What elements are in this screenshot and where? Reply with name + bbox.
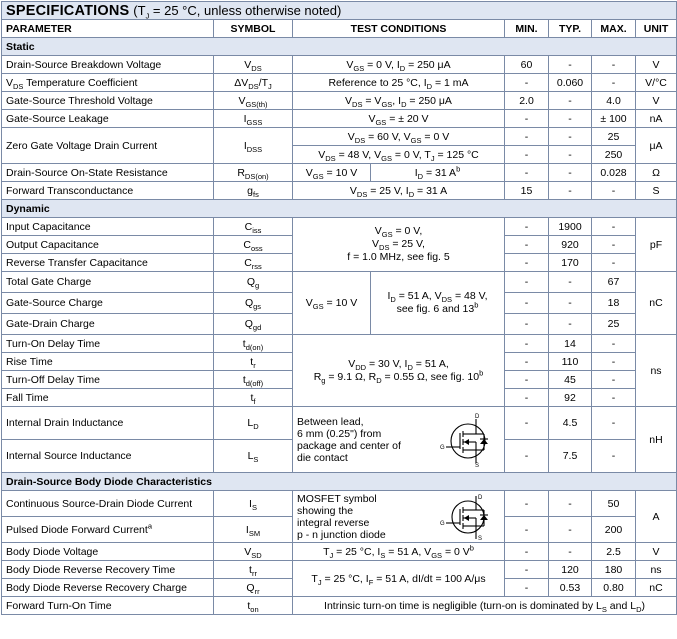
title-condition: ($T_J = 25$ °C, unless otherwise noted) — [133, 3, 342, 21]
table-row: Output Capacitance $C_{oss}$ - 920 - — [2, 236, 677, 254]
header-min: MIN. — [505, 20, 549, 38]
table-row: Input Capacitance $C_{iss}$ $V_{GS} = 0$ V, $V_{DS} = 25$ V, f = 1.0 MHz, see fig. 5 - 1900 - pF — [2, 218, 677, 236]
table-row: Body Diode Reverse Recovery Time $t_{rr}$ $T_J = 25$ °C, $I_F = 51$ A, dI/dt = 100 A/μs - 120 180 ns — [2, 561, 677, 579]
table-row: Forward Turn-On Time $t_{on}$ Intrinsic turn-on time is negligible (turn-on is dominated by $L_S$ and $L_D$) — [2, 597, 677, 615]
mosfet-symbol-icon — [438, 413, 500, 467]
table-row: Internal Drain Inductance $L_D$ Between lead, 6 mm (0.25") from package and center of die contact D G S - 4.5 - nH — [2, 407, 677, 440]
header-symbol: SYMBOL — [214, 20, 293, 38]
table-row: Forward Transconductance $g_{fs}$ $V_{DS} = 25$ V, $I_D = 31$ A 15 - - S — [2, 182, 677, 200]
header-row — [2, 20, 677, 38]
svg-text:G: G — [440, 520, 445, 527]
table-row: Fall Time $t_f$ - 92 - — [2, 389, 677, 407]
table-row: Continuous Source-Drain Diode Current $I_S$ MOSFET symbol showing the integral reverse p - n junction diode D G S - - 50 A — [2, 491, 677, 517]
table-row: $V_{DS}$ Temperature Coefficient $\Delta V_{DS}/T_J$ Reference to 25 °C, $I_D = 1$ mA - 0.060 - V/°C — [2, 74, 677, 92]
table-row: Turn-On Delay Time $t_{d(on)}$ $V_{DD} = 30$ V, $I_D = 51$ A, $R_g = 9.1$ Ω, $R_D = 0.55$ Ω, see fig. 10$^b$ - 14 - ns — [2, 335, 677, 353]
header-parameter: PARAMETER — [2, 20, 214, 38]
table-row: Gate-Drain Charge $Q_{gd}$ - - 25 — [2, 314, 677, 335]
mosfet-diode-symbol-icon — [438, 493, 500, 541]
table-row: Zero Gate Voltage Drain Current $I_{DSS}$ $V_{DS} = 60$ V, $V_{GS} = 0$ V - - 25 μA — [2, 128, 677, 146]
table-row: Total Gate Charge $Q_g$ $V_{GS} = 10$ V $I_D = 51$ A, $V_{DS} = 48$ V, see fig. 6 and 13$^b$ - - 67 nC — [2, 272, 677, 293]
table-title — [2, 2, 677, 20]
table-row: Pulsed Diode Forward Current$^a$ $I_{SM}$ - - 200 — [2, 517, 677, 543]
section-diode: Drain-Source Body Diode Characteristics — [2, 473, 677, 491]
table-row: Body Diode Reverse Recovery Charge $Q_{rr}$ - 0.53 0.80 nC — [2, 579, 677, 597]
table-row: Body Diode Voltage $V_{SD}$ $T_J = 25$ °C, $I_S = 51$ A, $V_{GS} = 0$ $V^b$ - - 2.5 V — [2, 543, 677, 561]
table-title-row — [2, 2, 677, 20]
table-row: Drain-Source Breakdown Voltage $V_{DS}$ $V_{GS} = 0$ V, $I_D = 250$ μA 60 - - V — [2, 56, 677, 74]
specifications-table-container — [1, 1, 676, 615]
table-row: Gate-Source Charge $Q_{gs}$ - - 18 — [2, 293, 677, 314]
table-row: Gate-Source Threshold Voltage $V_{GS(th)}$ $V_{DS} = V_{GS}$, $I_D = 250$ μA 2.0 - 4.0 V — [2, 92, 677, 110]
svg-text:S: S — [475, 462, 480, 467]
table-row: Internal Source Inductance $L_S$ - 7.5 - — [2, 440, 677, 473]
svg-text:G: G — [440, 444, 445, 451]
svg-text:S: S — [478, 535, 483, 541]
header-typ: TYP. — [549, 20, 592, 38]
specifications-table — [1, 1, 677, 615]
header-max: MAX. — [592, 20, 636, 38]
inductance-conditions: Between lead, 6 mm (0.25") from package and center of die contact D G S — [293, 407, 505, 473]
table-row: $V_{DS} = 48$ V, $V_{GS} = 0$ V, $T_J = 125$ °C - - 250 — [2, 146, 677, 164]
section-dynamic: Dynamic — [2, 200, 677, 218]
mosfet-diode-conditions: MOSFET symbol showing the integral reverse p - n junction diode D G S — [293, 491, 505, 543]
table-row: Drain-Source On-State Resistance $R_{DS(on)}$ $V_{GS} = 10$ V $I_D = 31$ $A^b$ - - 0.028 Ω — [2, 164, 677, 182]
table-row: Turn-Off Delay Time $t_{d(off)}$ - 45 - — [2, 371, 677, 389]
table-row: Gate-Source Leakage $I_{GSS}$ $V_{GS}$ = ± 20 V - - ± 100 nA — [2, 110, 677, 128]
section-static: Static — [2, 38, 677, 56]
table-row: Rise Time $t_r$ - 110 - — [2, 353, 677, 371]
svg-text:D: D — [478, 494, 483, 501]
header-test-conditions: TEST CONDITIONS — [293, 20, 505, 38]
table-row: Reverse Transfer Capacitance $C_{rss}$ - 170 - — [2, 254, 677, 272]
svg-text:D: D — [475, 413, 480, 420]
header-unit: UNIT — [636, 20, 677, 38]
title-main: SPECIFICATIONS — [6, 3, 130, 19]
